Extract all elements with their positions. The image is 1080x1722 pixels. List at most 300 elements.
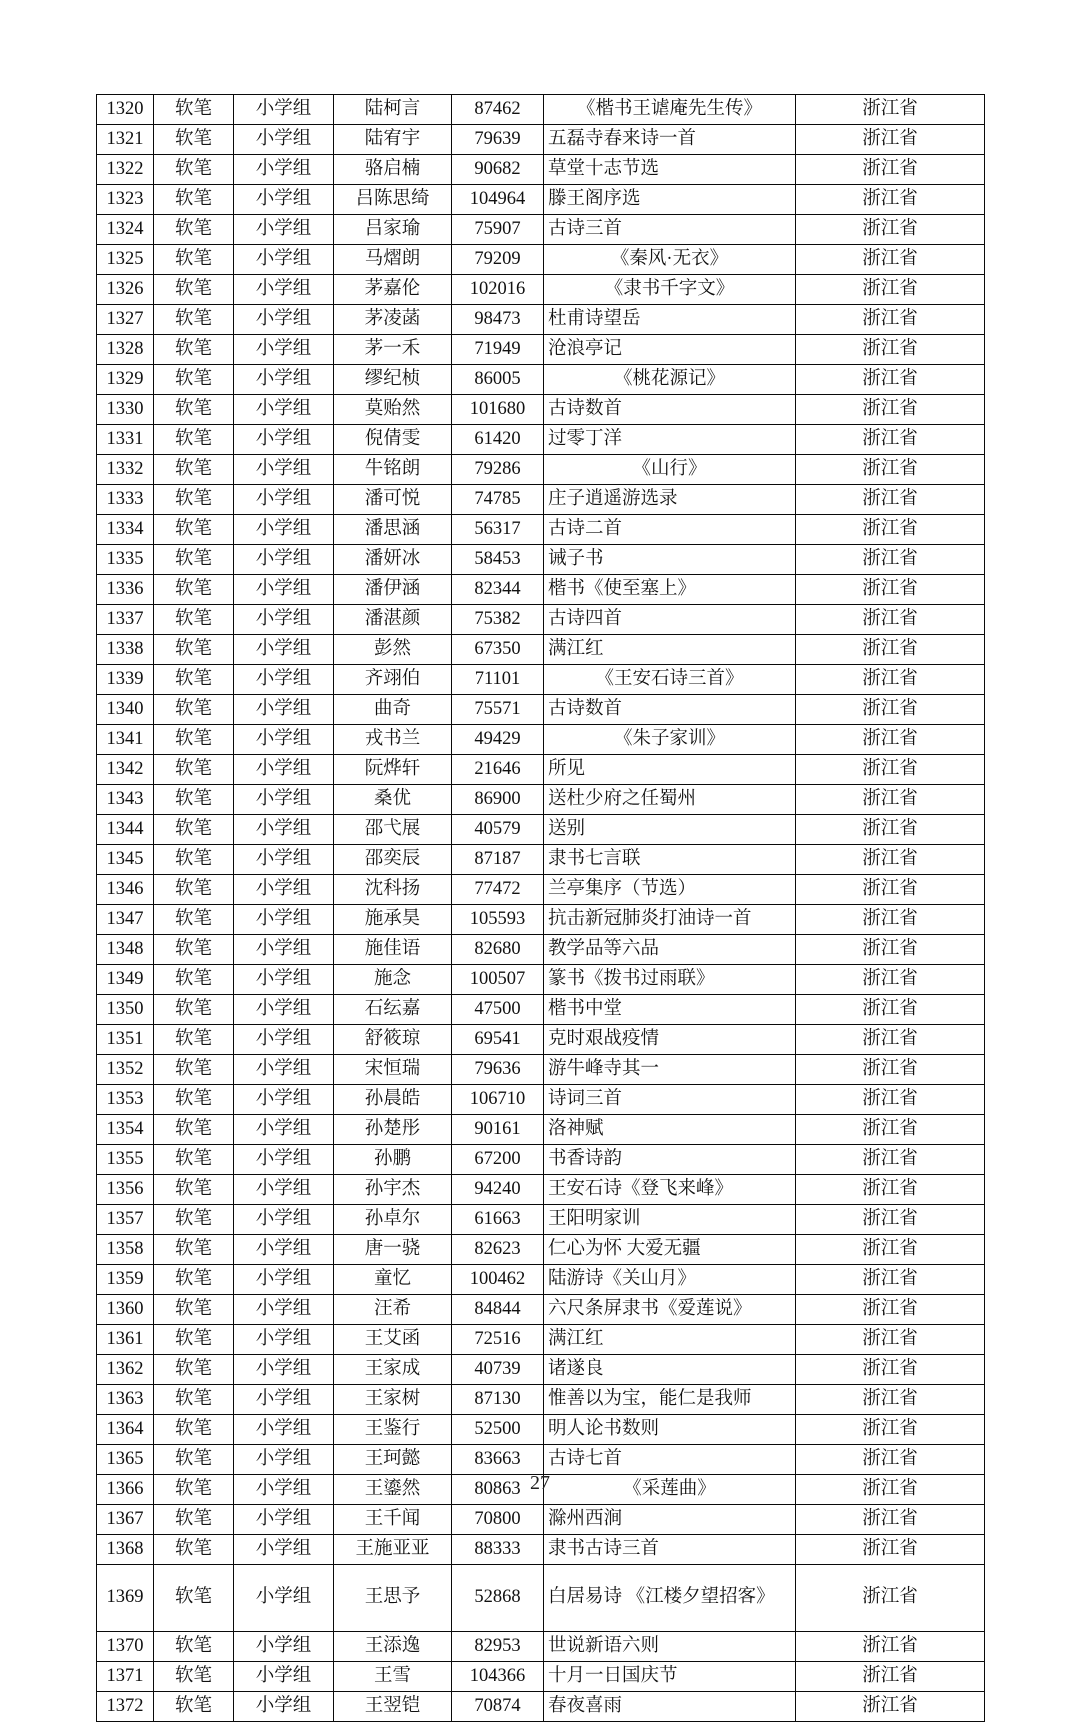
cell-work-title: 草堂十志节选 [544,155,796,185]
cell-region: 浙江省 [796,1415,985,1445]
cell-name: 王千闻 [334,1505,452,1535]
cell-index: 1362 [97,1355,154,1385]
cell-group: 小学组 [234,1115,334,1145]
cell-name: 吕陈思绮 [334,185,452,215]
cell-name: 王家成 [334,1355,452,1385]
cell-region: 浙江省 [796,1205,985,1235]
cell-work-title: 《隶书千字文》 [544,275,796,305]
cell-group: 小学组 [234,1205,334,1235]
page-number: 27 [530,1472,550,1494]
cell-code: 67200 [452,1145,544,1175]
cell-region: 浙江省 [796,1385,985,1415]
cell-index: 1334 [97,515,154,545]
cell-region: 浙江省 [796,95,985,125]
cell-group: 小学组 [234,1265,334,1295]
cell-name: 潘妍冰 [334,545,452,575]
table-row [97,605,985,635]
cell-group: 小学组 [234,995,334,1025]
cell-name: 牛铭朗 [334,455,452,485]
cell-group: 小学组 [234,1025,334,1055]
cell-region: 浙江省 [796,1535,985,1565]
table-row [97,1445,985,1475]
cell-name: 骆启楠 [334,155,452,185]
cell-brush-type: 软笔 [154,335,234,365]
cell-group: 小学组 [234,1355,334,1385]
cell-brush-type: 软笔 [154,365,234,395]
cell-brush-type: 软笔 [154,575,234,605]
cell-group: 小学组 [234,245,334,275]
cell-region: 浙江省 [796,245,985,275]
cell-name: 童忆 [334,1265,452,1295]
cell-brush-type: 软笔 [154,1535,234,1565]
cell-work-title: 滁州西涧 [544,1505,796,1535]
cell-region: 浙江省 [796,305,985,335]
cell-code: 77472 [452,875,544,905]
table-row [97,485,985,515]
cell-work-title: 《王安石诗三首》 [544,665,796,695]
cell-region: 浙江省 [796,1632,985,1662]
cell-index: 1371 [97,1662,154,1692]
cell-code: 56317 [452,515,544,545]
cell-index: 1344 [97,815,154,845]
cell-work-title: 游牛峰寺其一 [544,1055,796,1085]
cell-code: 105593 [452,905,544,935]
cell-region: 浙江省 [796,695,985,725]
cell-code: 84844 [452,1295,544,1325]
cell-work-title: 《桃花源记》 [544,365,796,395]
cell-index: 1332 [97,455,154,485]
cell-group: 小学组 [234,1295,334,1325]
table-row [97,1265,985,1295]
cell-region: 浙江省 [796,965,985,995]
cell-work-title: 诫子书 [544,545,796,575]
cell-region: 浙江省 [796,785,985,815]
cell-index: 1331 [97,425,154,455]
cell-brush-type: 软笔 [154,275,234,305]
cell-brush-type: 软笔 [154,935,234,965]
cell-index: 1359 [97,1265,154,1295]
cell-code: 70800 [452,1505,544,1535]
cell-name: 邵弋展 [334,815,452,845]
cell-name: 孙卓尔 [334,1205,452,1235]
table-row [97,1175,985,1205]
cell-work-title: 明人论书数则 [544,1415,796,1445]
cell-code: 87187 [452,845,544,875]
cell-index: 1345 [97,845,154,875]
cell-work-title: 古诗三首 [544,215,796,245]
cell-brush-type: 软笔 [154,395,234,425]
table-row [97,1055,985,1085]
cell-brush-type: 软笔 [154,305,234,335]
cell-work-title: 王安石诗《登飞来峰》 [544,1175,796,1205]
cell-name: 沈科扬 [334,875,452,905]
cell-code: 100507 [452,965,544,995]
cell-brush-type: 软笔 [154,1325,234,1355]
cell-work-title: 诗词三首 [544,1085,796,1115]
cell-index: 1342 [97,755,154,785]
cell-name: 王雪 [334,1662,452,1692]
cell-index: 1357 [97,1205,154,1235]
cell-group: 小学组 [234,965,334,995]
table-row [97,1355,985,1385]
cell-region: 浙江省 [796,1055,985,1085]
cell-region: 浙江省 [796,1235,985,1265]
cell-work-title: 古诗二首 [544,515,796,545]
cell-work-title: 教学品等六品 [544,935,796,965]
cell-group: 小学组 [234,155,334,185]
cell-code: 47500 [452,995,544,1025]
cell-index: 1324 [97,215,154,245]
cell-brush-type: 软笔 [154,1505,234,1535]
table-row [97,155,985,185]
cell-brush-type: 软笔 [154,1475,234,1505]
cell-index: 1358 [97,1235,154,1265]
cell-name: 汪希 [334,1295,452,1325]
cell-brush-type: 软笔 [154,1565,234,1632]
cell-region: 浙江省 [796,485,985,515]
cell-work-title: 隶书七言联 [544,845,796,875]
cell-work-title: 白居易诗 《江楼夕望招客》 [544,1565,796,1632]
cell-code: 40739 [452,1355,544,1385]
cell-name: 施念 [334,965,452,995]
cell-name: 戎书兰 [334,725,452,755]
table-row [97,1662,985,1692]
cell-work-title: 书香诗韵 [544,1145,796,1175]
table-row [97,1632,985,1662]
cell-work-title: 克时艰战疫情 [544,1025,796,1055]
cell-group: 小学组 [234,485,334,515]
cell-group: 小学组 [234,1662,334,1692]
cell-work-title: 满江红 [544,635,796,665]
cell-brush-type: 软笔 [154,1025,234,1055]
cell-region: 浙江省 [796,155,985,185]
cell-region: 浙江省 [796,1355,985,1385]
cell-group: 小学组 [234,1175,334,1205]
cell-name: 宋恒瑞 [334,1055,452,1085]
cell-code: 52868 [452,1565,544,1632]
cell-name: 舒筱琼 [334,1025,452,1055]
cell-brush-type: 软笔 [154,1415,234,1445]
cell-index: 1343 [97,785,154,815]
cell-region: 浙江省 [796,1445,985,1475]
cell-brush-type: 软笔 [154,1692,234,1722]
cell-name: 邵奕辰 [334,845,452,875]
cell-code: 21646 [452,755,544,785]
cell-group: 小学组 [234,725,334,755]
table-row [97,335,985,365]
cell-code: 82953 [452,1632,544,1662]
cell-name: 阮烨轩 [334,755,452,785]
cell-region: 浙江省 [796,995,985,1025]
cell-work-title: 兰亭集序（节选） [544,875,796,905]
table-row [97,425,985,455]
cell-group: 小学组 [234,1475,334,1505]
table-row [97,635,985,665]
cell-region: 浙江省 [796,215,985,245]
cell-brush-type: 软笔 [154,1265,234,1295]
cell-index: 1372 [97,1692,154,1722]
cell-index: 1338 [97,635,154,665]
table-row [97,1295,985,1325]
cell-group: 小学组 [234,275,334,305]
cell-group: 小学组 [234,1085,334,1115]
cell-code: 101680 [452,395,544,425]
cell-brush-type: 软笔 [154,1632,234,1662]
cell-index: 1339 [97,665,154,695]
cell-group: 小学组 [234,815,334,845]
cell-index: 1366 [97,1475,154,1505]
cell-region: 浙江省 [796,395,985,425]
cell-region: 浙江省 [796,665,985,695]
table-row [97,995,985,1025]
cell-brush-type: 软笔 [154,1175,234,1205]
cell-work-title: 滕王阁序选 [544,185,796,215]
cell-work-title: 满江红 [544,1325,796,1355]
cell-brush-type: 软笔 [154,1662,234,1692]
cell-region: 浙江省 [796,1145,985,1175]
cell-code: 94240 [452,1175,544,1205]
cell-code: 102016 [452,275,544,305]
cell-name: 王添逸 [334,1632,452,1662]
cell-brush-type: 软笔 [154,1355,234,1385]
cell-work-title: 《采莲曲》 [544,1475,796,1505]
cell-brush-type: 软笔 [154,1235,234,1265]
cell-region: 浙江省 [796,1175,985,1205]
table-row [97,215,985,245]
cell-work-title: 春夜喜雨 [544,1692,796,1722]
cell-name: 孙鹏 [334,1145,452,1175]
cell-code: 86005 [452,365,544,395]
cell-region: 浙江省 [796,275,985,305]
table-row [97,1115,985,1145]
table-row [97,1415,985,1445]
cell-index: 1337 [97,605,154,635]
cell-brush-type: 软笔 [154,695,234,725]
cell-region: 浙江省 [796,1085,985,1115]
cell-code: 79639 [452,125,544,155]
table-row [97,275,985,305]
cell-region: 浙江省 [796,365,985,395]
cell-code: 75907 [452,215,544,245]
cell-brush-type: 软笔 [154,1205,234,1235]
cell-name: 曲奇 [334,695,452,725]
cell-region: 浙江省 [796,575,985,605]
cell-index: 1367 [97,1505,154,1535]
cell-index: 1328 [97,335,154,365]
cell-code: 75571 [452,695,544,725]
table-row [97,245,985,275]
cell-index: 1361 [97,1325,154,1355]
cell-work-title: 沧浪亭记 [544,335,796,365]
cell-code: 79286 [452,455,544,485]
cell-name: 孙楚彤 [334,1115,452,1145]
cell-index: 1368 [97,1535,154,1565]
cell-name: 王思予 [334,1565,452,1632]
cell-code: 86900 [452,785,544,815]
cell-group: 小学组 [234,1445,334,1475]
cell-name: 吕家瑜 [334,215,452,245]
cell-group: 小学组 [234,1632,334,1662]
cell-code: 90682 [452,155,544,185]
cell-name: 施佳语 [334,935,452,965]
table-row [97,515,985,545]
cell-work-title: 过零丁洋 [544,425,796,455]
cell-code: 83663 [452,1445,544,1475]
cell-index: 1327 [97,305,154,335]
table-row [97,935,985,965]
cell-work-title: 楷书中堂 [544,995,796,1025]
cell-index: 1370 [97,1632,154,1662]
cell-brush-type: 软笔 [154,815,234,845]
cell-work-title: 抗击新冠肺炎打油诗一首 [544,905,796,935]
cell-brush-type: 软笔 [154,125,234,155]
cell-code: 75382 [452,605,544,635]
cell-code: 71101 [452,665,544,695]
cell-index: 1351 [97,1025,154,1055]
cell-work-title: 送别 [544,815,796,845]
cell-name: 茅凌菡 [334,305,452,335]
cell-name: 唐一骁 [334,1235,452,1265]
cell-group: 小学组 [234,425,334,455]
table-row [97,365,985,395]
cell-code: 74785 [452,485,544,515]
cell-region: 浙江省 [796,425,985,455]
table-row [97,455,985,485]
cell-work-title: 所见 [544,755,796,785]
table-row [97,95,985,125]
cell-group: 小学组 [234,1415,334,1445]
cell-name: 马熠朗 [334,245,452,275]
cell-work-title: 世说新语六则 [544,1632,796,1662]
cell-group: 小学组 [234,1325,334,1355]
table-row [97,1325,985,1355]
cell-region: 浙江省 [796,605,985,635]
cell-index: 1352 [97,1055,154,1085]
cell-index: 1360 [97,1295,154,1325]
cell-brush-type: 软笔 [154,545,234,575]
cell-work-title: 十月一日国庆节 [544,1662,796,1692]
cell-group: 小学组 [234,215,334,245]
cell-group: 小学组 [234,1235,334,1265]
cell-name: 桑优 [334,785,452,815]
cell-region: 浙江省 [796,755,985,785]
cell-work-title: 古诗七首 [544,1445,796,1475]
table-row [97,1145,985,1175]
cell-brush-type: 软笔 [154,995,234,1025]
cell-code: 70874 [452,1692,544,1722]
cell-brush-type: 软笔 [154,95,234,125]
cell-name: 缪纪桢 [334,365,452,395]
cell-brush-type: 软笔 [154,785,234,815]
cell-index: 1322 [97,155,154,185]
cell-group: 小学组 [234,905,334,935]
cell-work-title: 陆游诗《关山月》 [544,1265,796,1295]
table-row [97,785,985,815]
cell-region: 浙江省 [796,1295,985,1325]
cell-group: 小学组 [234,1535,334,1565]
table-row [97,395,985,425]
cell-region: 浙江省 [796,1662,985,1692]
cell-index: 1346 [97,875,154,905]
cell-index: 1355 [97,1145,154,1175]
cell-index: 1340 [97,695,154,725]
cell-region: 浙江省 [796,335,985,365]
table-row [97,845,985,875]
cell-brush-type: 软笔 [154,755,234,785]
cell-group: 小学组 [234,695,334,725]
table-row [97,545,985,575]
cell-work-title: 隶书古诗三首 [544,1535,796,1565]
cell-index: 1365 [97,1445,154,1475]
table-row [97,1565,985,1632]
cell-brush-type: 软笔 [154,485,234,515]
cell-name: 王家树 [334,1385,452,1415]
cell-index: 1348 [97,935,154,965]
cell-name: 潘伊涵 [334,575,452,605]
cell-brush-type: 软笔 [154,665,234,695]
table-row [97,1205,985,1235]
cell-code: 69541 [452,1025,544,1055]
cell-work-title: 《楷书王谑庵先生传》 [544,95,796,125]
cell-work-title: 庄子逍遥游选录 [544,485,796,515]
cell-index: 1356 [97,1175,154,1205]
cell-brush-type: 软笔 [154,245,234,275]
cell-work-title: 诸遂良 [544,1355,796,1385]
cell-code: 79636 [452,1055,544,1085]
cell-name: 孙宇杰 [334,1175,452,1205]
cell-code: 80863 [452,1475,544,1505]
cell-code: 40579 [452,815,544,845]
table-row [97,1505,985,1535]
cell-brush-type: 软笔 [154,1445,234,1475]
cell-index: 1326 [97,275,154,305]
cell-code: 52500 [452,1415,544,1445]
cell-region: 浙江省 [796,1475,985,1505]
cell-group: 小学组 [234,575,334,605]
cell-group: 小学组 [234,1145,334,1175]
cell-work-title: 六尺条屏隶书《爱莲说》 [544,1295,796,1325]
cell-index: 1325 [97,245,154,275]
cell-work-title: 篆书《拨书过雨联》 [544,965,796,995]
table-row [97,125,985,155]
cell-brush-type: 软笔 [154,605,234,635]
cell-work-title: 洛神赋 [544,1115,796,1145]
cell-index: 1335 [97,545,154,575]
cell-group: 小学组 [234,875,334,905]
cell-brush-type: 软笔 [154,455,234,485]
cell-region: 浙江省 [796,125,985,155]
cell-group: 小学组 [234,635,334,665]
table-row [97,1085,985,1115]
cell-brush-type: 软笔 [154,155,234,185]
cell-brush-type: 软笔 [154,635,234,665]
cell-code: 82344 [452,575,544,605]
cell-work-title: 古诗数首 [544,395,796,425]
cell-region: 浙江省 [796,1505,985,1535]
cell-index: 1329 [97,365,154,395]
cell-work-title: 杜甫诗望岳 [544,305,796,335]
cell-name: 倪倩雯 [334,425,452,455]
cell-region: 浙江省 [796,725,985,755]
table-row [97,665,985,695]
table-row [97,755,985,785]
cell-name: 王施亚亚 [334,1535,452,1565]
cell-brush-type: 软笔 [154,1145,234,1175]
cell-code: 100462 [452,1265,544,1295]
cell-group: 小学组 [234,395,334,425]
cell-group: 小学组 [234,1385,334,1415]
cell-group: 小学组 [234,185,334,215]
